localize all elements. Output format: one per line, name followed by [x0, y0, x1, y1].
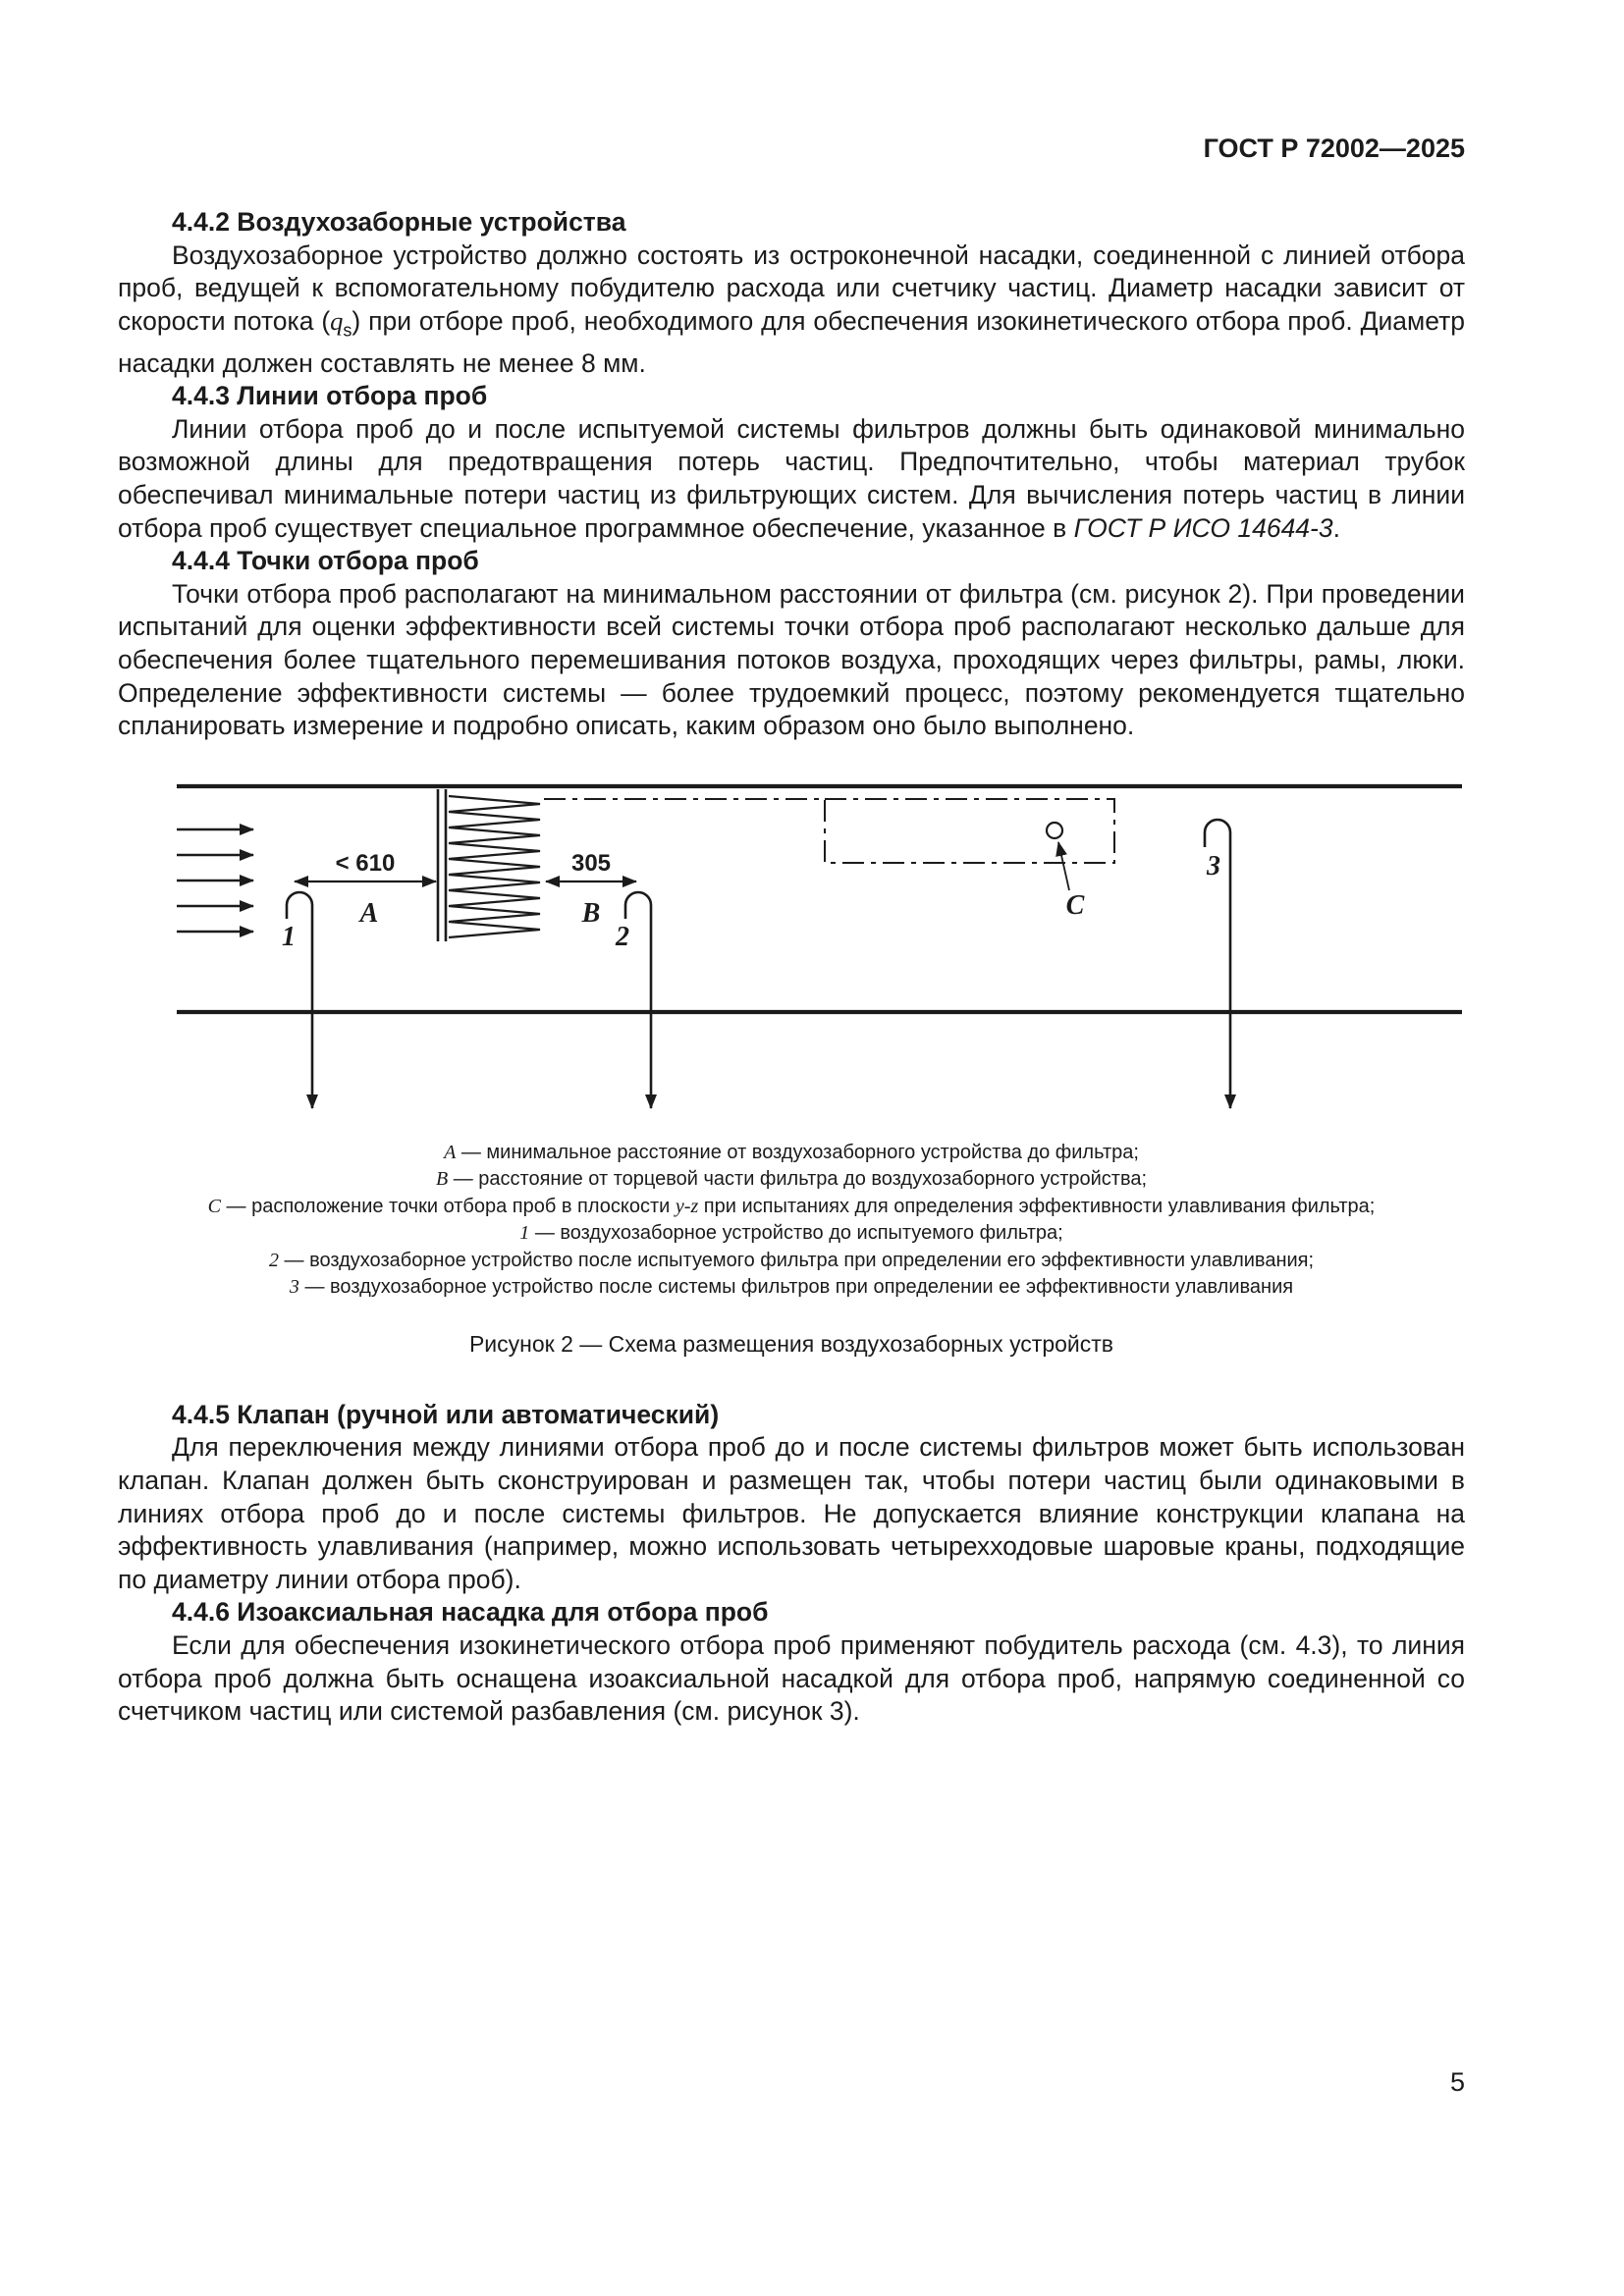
legend-item-3: [118, 1274, 1465, 1302]
legend-item-a: [118, 1140, 1465, 1167]
sampling-plane-outline: [825, 799, 1114, 863]
legend-text: — воздухозаборное устройство до испытуемого фильтра;: [529, 1222, 1063, 1245]
standard-number-header: ГОСТ Р 72002—2025: [1203, 133, 1465, 163]
filter-pleated-media: [449, 796, 540, 937]
paragraph-text: .: [1332, 512, 1340, 543]
legend-symbol: C: [207, 1195, 221, 1217]
legend-text: — расположение точки отбора проб в плоскости: [220, 1195, 676, 1217]
flow-rate-symbol: q: [330, 305, 344, 336]
legend-item-c: C — расположение точки отбора проб в плоскости y-z при испытаниях для определения эффективности улавливания фильтра;: [207, 1195, 1376, 1217]
paragraph-4-4-5: Для переключения между линиями отбора проб до и после системы фильтров может быть использован клапан. Клапан должен быть сконструирован и размещен так, чтобы потери частиц были одинаковыми в линиях отбора проб до и после системы фильтров. Не допускается влияние конструкции клапана на эффективность улавливания (например, можно использовать четырехходовые шаровые краны, подходящие по диаметру линии отбора проб).: [118, 1432, 1465, 1594]
legend-symbol: B: [435, 1168, 449, 1191]
legend-symbol: 1: [519, 1222, 530, 1245]
legend-symbol: 3: [289, 1276, 299, 1299]
paragraph-4-4-2: [118, 240, 1465, 381]
paragraph-text: ) при отборе проб, необходимого для обеспечения изокинетического отбора проб. Диаметр насадки должен составлять не менее 8 мм.: [118, 305, 1466, 378]
legend-item-b: [118, 1166, 1465, 1194]
section-heading-4-4-6: 4.4.6 Изоаксиальная насадка для отбора проб: [172, 1597, 769, 1628]
legend-text: — воздухозаборное устройство после системы фильтров при определении ее эффективности улавливания: [298, 1276, 1294, 1299]
legend-text: — воздухозаборное устройство после испытуемого фильтра при определении его эффективности улавливания;: [278, 1249, 1315, 1271]
sampling-point-marker: [1047, 823, 1062, 838]
figure-2: [118, 776, 1465, 1358]
paragraph-text: Линии отбора проб до и после испытуемой системы фильтров должны быть одинаковой минимально возможной длины для предотвращения потерь частиц. Предпочтительно, чтобы материал трубок обеспечивал минимальные потери частиц из фильтрующих систем. Для вычисления потерь частиц в линии отбора проб существует специальное программное обеспечение, указанное в: [118, 413, 1465, 543]
label-b: B: [581, 897, 601, 929]
dimension-a-value: < 610: [335, 849, 396, 877]
label-c-leader-line: [1058, 842, 1069, 890]
figure-caption: Рисунок 2 — Схема размещения воздухозаборных устройств: [468, 1330, 1114, 1357]
probe-3-label: 3: [1207, 850, 1220, 881]
section-heading-4-4-5: 4.4.5 Клапан (ручной или автоматический): [172, 1399, 720, 1429]
standard-reference: ГОСТ Р ИСО 14644-3: [1073, 512, 1333, 543]
figure-legend: [118, 1140, 1465, 1302]
flow-rate-subscript: s: [343, 320, 352, 341]
paragraph-4-4-3: [118, 413, 1465, 545]
paragraph-4-4-4: Точки отбора проб располагают на минимальном расстоянии от фильтра (см. рисунок 2). При проведении испытаний для оценки эффективности всей системы точки отбора проб располагают несколько дальше для обеспечения более тщательного перемешивания потоков воздуха, проходящих через фильтры, рамы, люки. Определение эффективности системы — более трудоемкий процесс, поэтому рекомендуется тщательно спланировать измерение и подробно описать, каким образом оно было выполнено.: [118, 578, 1465, 741]
label-a: A: [359, 897, 379, 929]
probe-2-label: 2: [616, 921, 629, 952]
probe-1-label: 1: [282, 921, 296, 952]
paragraph-4-4-6: Если для обеспечения изокинетического отбора проб применяют побудитель расхода (см. 4.3), то линия отбора проб должна быть оснащена изоаксиальной насадкой для отбора проб, напрямую соединенной со счетчиком частиц или системой разбавления (см. рисунок 3).: [118, 1629, 1465, 1727]
legend-item-2: [118, 1248, 1465, 1275]
dimension-b-value: 305: [570, 849, 612, 877]
legend-text: — минимальное расстояние от воздухозаборного устройства до фильтра;: [456, 1141, 1139, 1163]
legend-item-1: [118, 1220, 1465, 1248]
legend-symbol: A: [444, 1141, 457, 1163]
legend-symbol: 2: [268, 1249, 279, 1271]
section-heading-4-4-2: 4.4.2 Воздухозаборные устройства: [172, 207, 626, 237]
section-heading-4-4-3: 4.4.3 Линии отбора проб: [172, 381, 488, 411]
label-c: C: [1065, 889, 1085, 921]
page-number: 5: [1449, 2067, 1465, 2097]
paragraph-text: Воздухозаборное устройство должно состоять из остроконечной насадки, соединенной с линией отбора проб, ведущей к вспомогательному побудителю расхода или счетчику частиц. Диаметр насадки зависит от скорости потока (: [118, 240, 1465, 336]
figure-2-diagram: [118, 776, 1465, 1118]
page-content: [118, 206, 1465, 1729]
legend-text: — расстояние от торцевой части фильтра до воздухозаборного устройства;: [448, 1168, 1148, 1191]
section-heading-4-4-4: 4.4.4 Точки отбора проб: [172, 546, 479, 576]
